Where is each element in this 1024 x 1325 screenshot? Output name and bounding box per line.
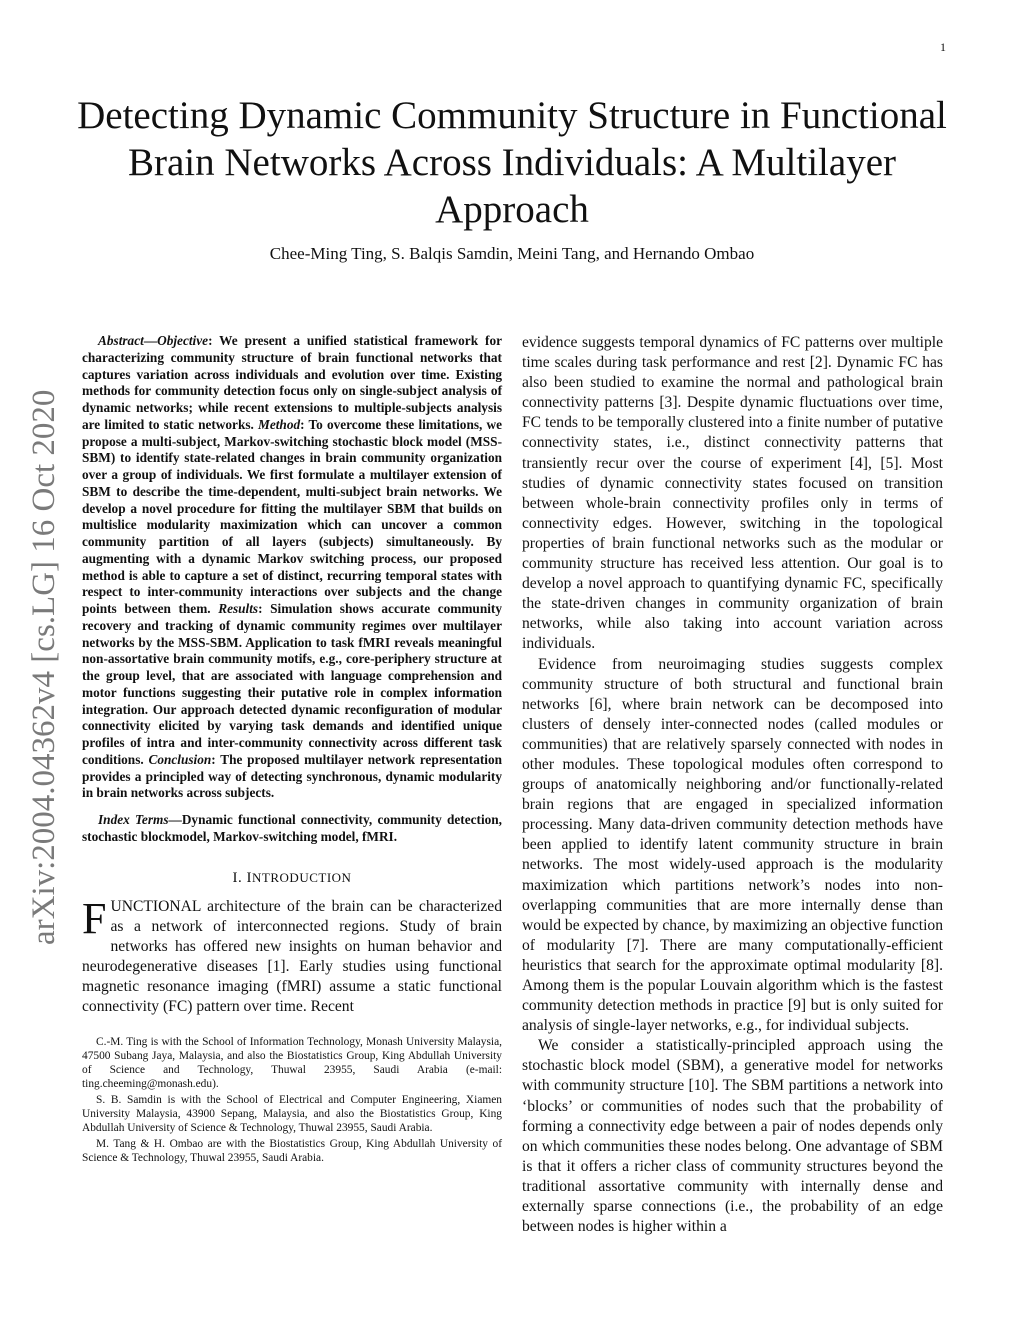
body-paragraph: We consider a statistically-principled approach using the stochastic block model (SBM), a generative model for networks with community structure [10]. The SBM partitions a network into ‘blocks’ or communities of nodes such that the probability of forming a connectivity edge between a pair of nodes depends only on which communities these nodes belong. One advantage of SBM is that it offers a richer class of community structures beyond the traditional assortative community with internally dense and externally sparse connections (i.e., the probability of an edge between nodes is higher within a [522, 1037, 943, 1236]
footnote-samdin: S. B. Samdin is with the School of Electrical and Computer Engineering, Xiamen University Malaysia, 43900 Sepang, Malaysia, and also the Biostatistics Group, King Abdullah University of Science & Technology, Thuwal 23955, Saudi Arabia. [82, 1094, 502, 1135]
intro-first-word: UNCTIONAL [110, 897, 201, 915]
author-list: Chee-Ming Ting, S. Balqis Samdin, Meini Tang, and Hernando Ombao [269, 244, 755, 263]
page-number: 1 [940, 40, 946, 54]
paper-title: Detecting Dynamic Community Structure in Functional Brain Networks Across Individuals: A Multilayer Approach [77, 94, 947, 231]
results-text: : Simulation shows accurate community recovery and tracking of dynamic community regimes over multilayer networks by the MSS-SBM. Application to task fMRI reveals meaningful non-assortative brain community motifs, e.g., core-periphery structure at the group level, that are associated with language comprehension and motor functions suggesting their putative role in complex information integration. Our approach detected dynamic reconfiguration of modular connectivity elicited by varying task demands and identified unique profiles of intra and inter-community connectivity across different task conditions. [82, 601, 502, 767]
abstract [82, 333, 502, 802]
abstract-label: Abstract [98, 333, 144, 348]
section-first-letter: I [246, 869, 253, 886]
results-label: Results [218, 601, 259, 616]
method-text: : To overcome these limitations, we propose a multi-subject, Markov-switching stochastic block model (MSS-SBM) to identify state-related changes in brain community organization over a group of individuals. We first formulate a multilayer extension of SBM to describe the time-dependent, multi-subject brain networks. We develop a novel procedure for fitting the multilayer SBM that builds on multislice modularity maximization which can uncover a common community partition of all layers (subjects) simultaneously. By augmenting with a dynamic Markov switching process, our proposed method is able to capture a set of distinct, recurring temporal states with respect to inter-community interactions over subjects and the change points between them. [82, 416, 503, 616]
section-title-rest: NTRODUCTION [252, 869, 352, 885]
drop-cap: F [82, 893, 107, 943]
footnote-tang-ombao: M. Tang & H. Ombao are with the Biostatistics Group, King Abdullah University of Science & Technology, Thuwal 23955, Saudi Arabia. [82, 1138, 502, 1165]
objective-text: : We present a unified statistical framework for characterizing community structure of brain functional networks that captures variation across individuals and evolution over time. Existing methods for community detection focus only on single-subject analysis of dynamic networks; while recent extensions to multiple-subjects analysis are limited to static networks. [82, 333, 502, 432]
intro-text: architecture of the brain can be characterized as a network of interconnected regions. Study of brain networks has offered new insights on human behavior and neurodegenerative diseases [1]. Early studies using functional magnetic resonance imaging (fMRI) assume a static functional connectivity (FC) pattern over time. Recent [82, 897, 502, 1015]
body-paragraph: Evidence from neuroimaging studies suggests complex community structure of both structural and functional brain networks [6], where brain network can be decomposed into clusters of densely inter-connected nodes (called modules or communities) that are relatively sparsely connected with nodes in other modules. These topological modules often correspond to groups of anatomically neighboring and/or functionally-related brain regions that are engaged in specialized information processing. Many data-driven community detection methods have been applied to identify latent community structure in brain networks. The most widely-used approach is the modularity maximization which partitions network’s nodes into non-overlapping communities that are more internally dense than would be expected by chance, by maximizing an objective function of modularity [7]. There are many computationally-efficient heuristics that search for the approximate optimal modularity [8]. Among them is the popular Louvain algorithm which is the fastest community detection methods in practice [9] but is only suited for analysis of single-layer networks, e.g., for individual subjects. [522, 655, 943, 1035]
objective-label: Objective [157, 333, 209, 348]
left-column [82, 333, 502, 1167]
body-paragraph: evidence suggests temporal dynamics of FC patterns over multiple time scales during task performance and rest [2]. Dynamic FC has also been studied to examine the normal and pathological brain connectivity patterns [3]. Despite dynamic fluctuations over time, FC tends to be temporally clustered into a finite number of putative connectivity states, i.e., distinct connectivity patterns that transiently recur over the course of experiment [4], [5]. Most studies of dynamic connectivity states focused on transition between whole-brain connectivity profiles only in terms of connectivity edges. However, switching in the topological properties of brain functional networks such as the modular or community structure has received less attention. Our goal is to develop a novel approach to quantifying dynamic FC, specifically the state-driven changes in community organization of brain networks, while also taking into account variation across individuals. [522, 334, 943, 653]
intro-paragraph [82, 893, 502, 1018]
abstract-dash: — [143, 333, 158, 348]
right-column [522, 333, 943, 1237]
method-label: Method [258, 416, 301, 432]
index-terms-label: Index Terms [98, 812, 169, 827]
index-terms [82, 812, 502, 846]
conclusion-label: Conclusion [148, 751, 212, 767]
section-heading-introduction [82, 870, 502, 887]
author-footnotes [82, 1035, 502, 1165]
section-number: I. [232, 869, 247, 886]
conclusion-text: : The proposed multilayer network representation provides a principled way of detecting synchronous, dynamic modularity in brain networks across subjects. [82, 751, 503, 801]
index-terms-text: —Dynamic functional connectivity, community detection, stochastic blockmodel, Markov-switching model, fMRI. [82, 812, 503, 844]
arxiv-stamp: arXiv:2004.04362v4 [cs.LG] 16 Oct 2020 [26, 389, 62, 945]
footnote-ting: C.-M. Ting is with the School of Information Technology, Monash University Malaysia, 47500 Subang Jaya, Malaysia, and also the Biostatistics Group, King Abdullah University of Science and Technology, Thuwal 23955, Saudi Arabia (e-mail: ting.cheeming@monash.edu). [82, 1036, 502, 1091]
